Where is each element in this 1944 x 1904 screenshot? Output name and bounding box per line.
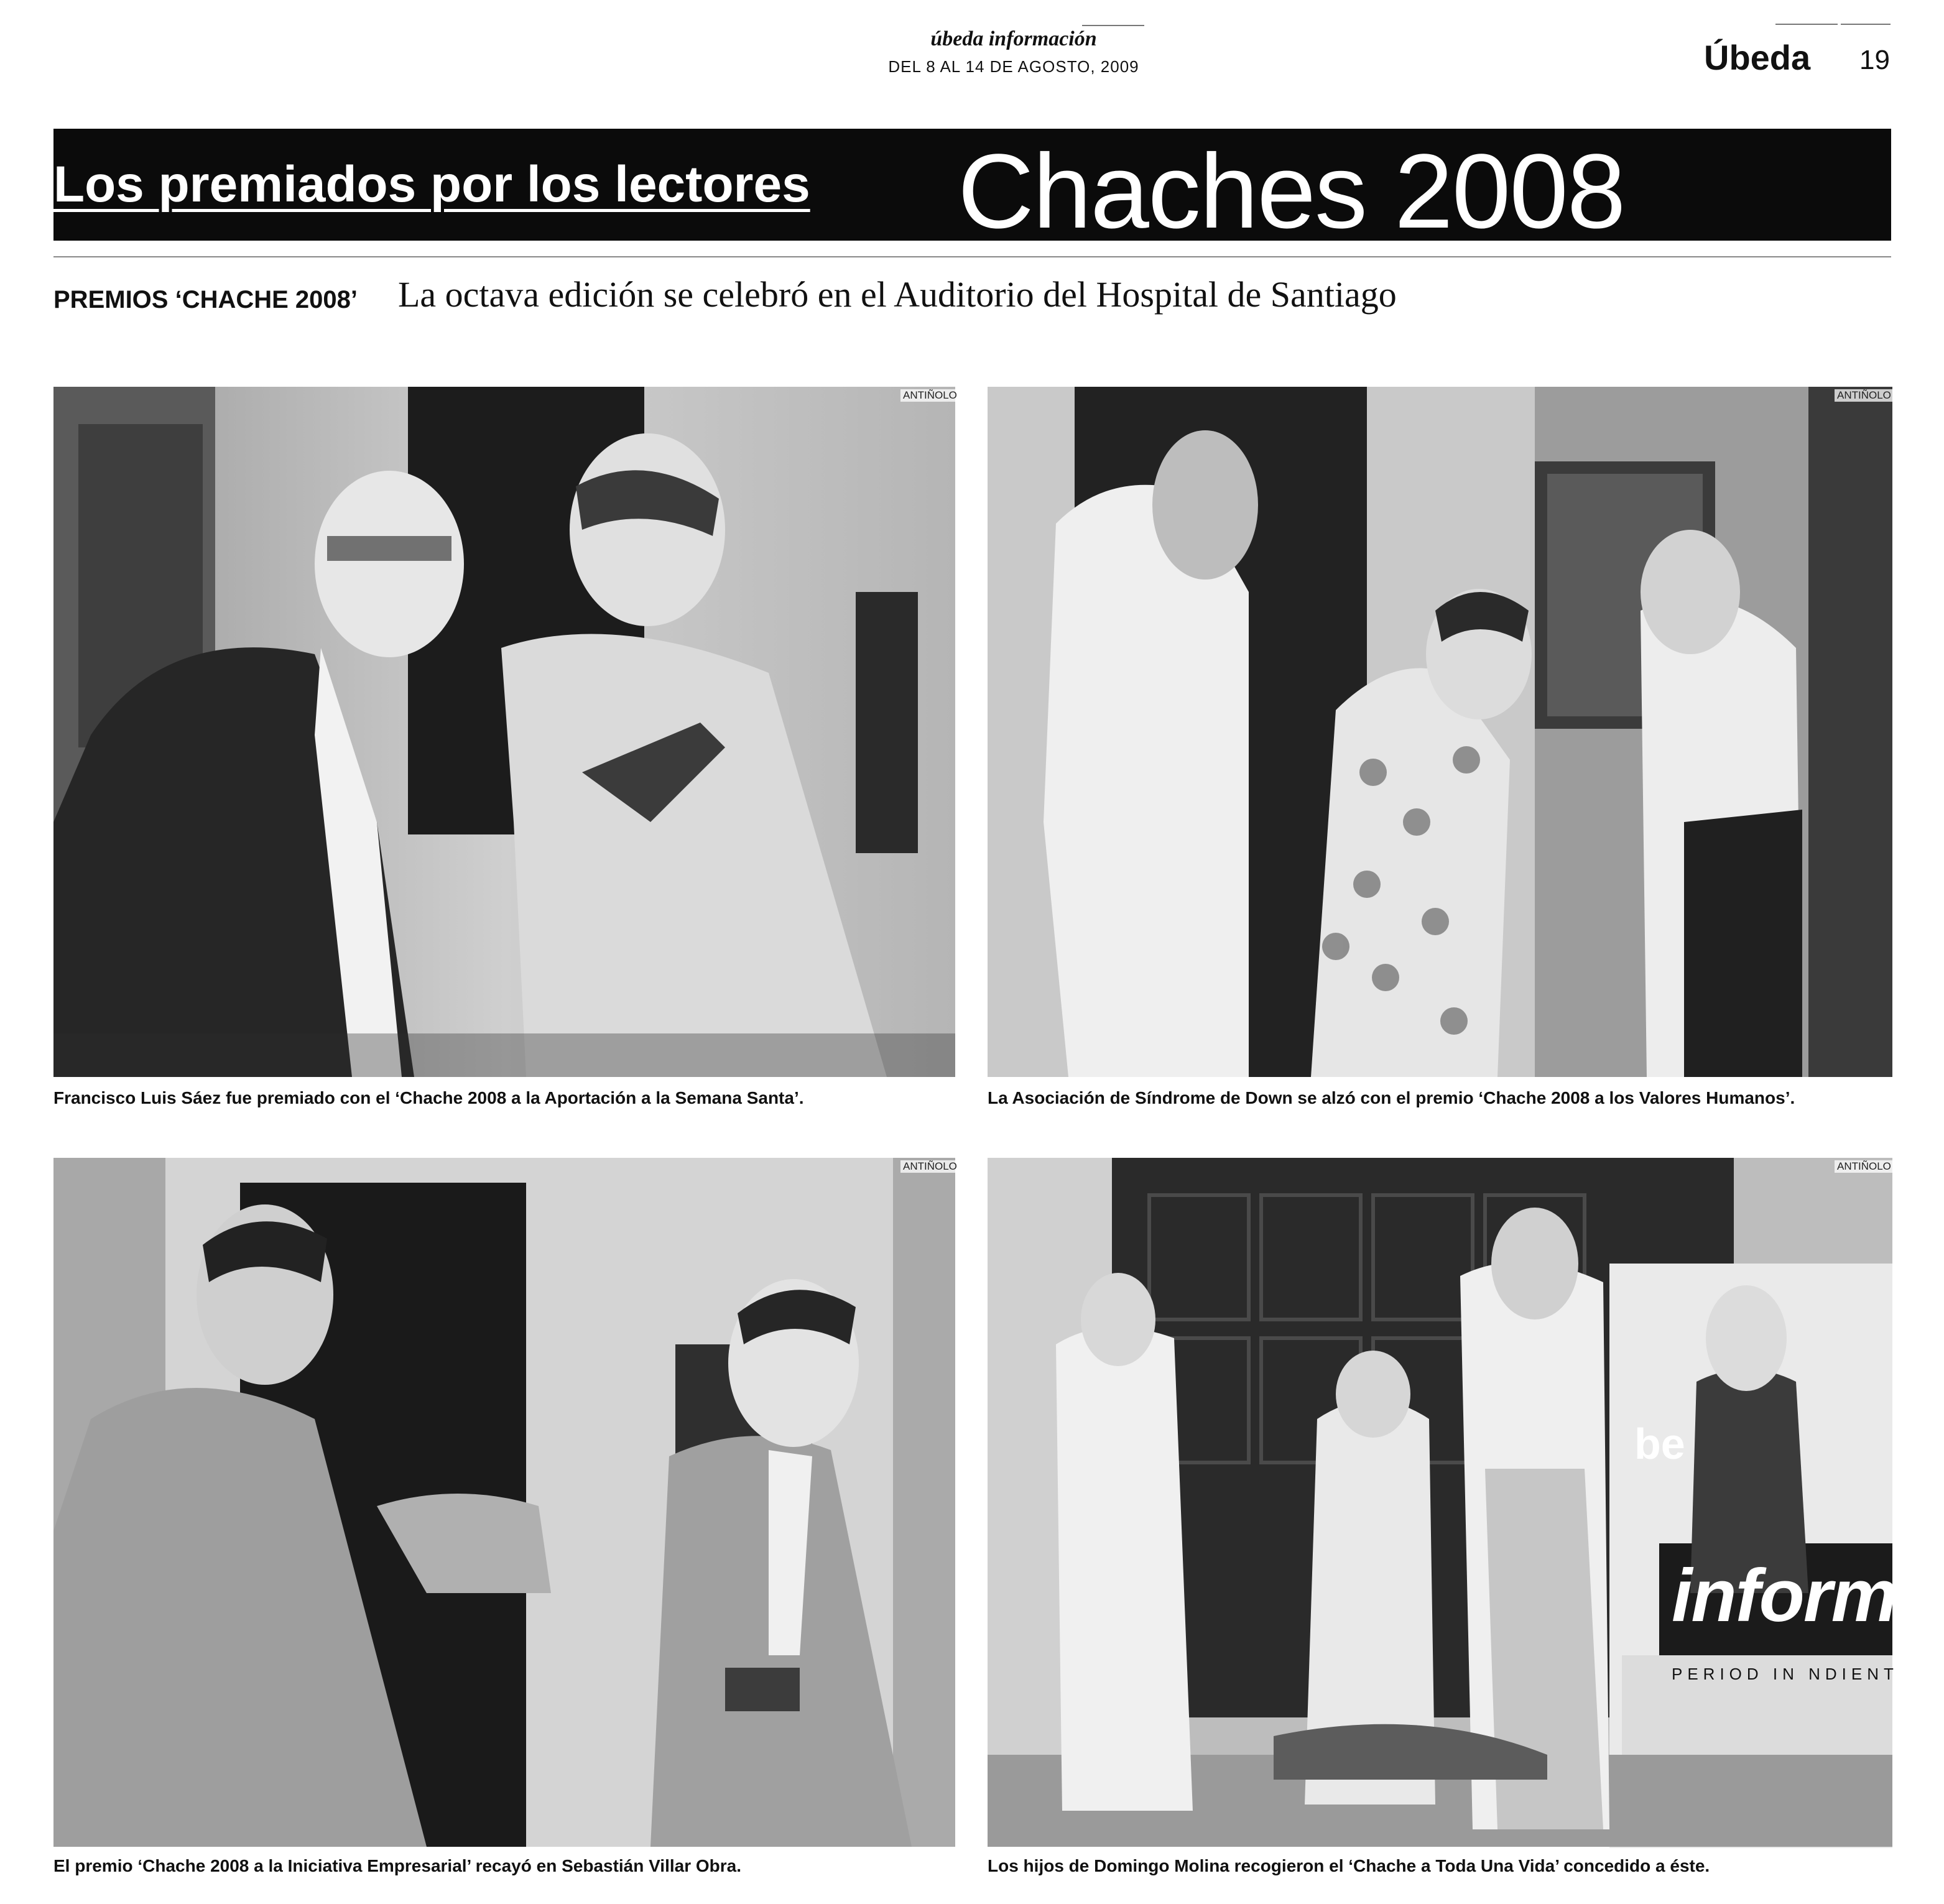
banner-fragment-main: informa xyxy=(1672,1554,1937,1637)
photo-4-credit: ANTIÑOLO xyxy=(1835,1160,1894,1173)
title-rule xyxy=(53,256,1891,257)
photo-1-image xyxy=(53,387,955,1077)
section-rule-right xyxy=(1841,24,1891,25)
subtitle-kicker: PREMIOS ‘CHACHE 2008’ xyxy=(53,286,358,313)
photo-1-caption: Francisco Luis Sáez fue premiado con el ‘Chache 2008 a la Aportación a la Semana Santa’. xyxy=(53,1088,804,1107)
issue-date: DEL 8 AL 14 DE AGOSTO, 2009 xyxy=(888,57,1139,76)
photo-2-caption: La Asociación de Síndrome de Down se alzó con el premio ‘Chache 2008 a los Valores Humanos’. xyxy=(988,1088,1795,1107)
photo-2 xyxy=(988,387,1892,1077)
photo-1-credit: ANTIÑOLO xyxy=(900,389,960,402)
photo-3-credit: ANTIÑOLO xyxy=(900,1160,960,1173)
photo-3-image xyxy=(53,1158,955,1847)
photo-3 xyxy=(53,1158,955,1847)
banner-fragment-tagline: PERIOD IN NDIENT xyxy=(1672,1665,1899,1683)
photo-2-credit: ANTIÑOLO xyxy=(1835,389,1894,402)
photo-2-image xyxy=(988,387,1892,1077)
section-rule-left xyxy=(1775,24,1838,25)
photo-1 xyxy=(53,387,955,1077)
title-left: Los premiados por los lectores xyxy=(53,156,810,213)
page-number: 19 xyxy=(1859,45,1890,75)
section-name: Úbeda xyxy=(1704,38,1811,77)
photo-3-caption: El premio ‘Chache 2008 a la Iniciativa Empresarial’ recayó en Sebastián Villar Obra. xyxy=(53,1856,742,1875)
title-right: Chaches 2008 xyxy=(958,132,1625,251)
publication-name: úbeda información xyxy=(930,27,1097,50)
subtitle-text: La octava edición se celebró en el Auditorio del Hospital de Santiago xyxy=(398,274,1397,315)
masthead-rule xyxy=(1082,25,1144,26)
photo-4-caption: Los hijos de Domingo Molina recogieron el ‘Chache a Toda Una Vida’ concedido a éste. xyxy=(988,1856,1710,1875)
photo-4 xyxy=(988,1158,1937,1847)
banner-fragment-top: be xyxy=(1634,1420,1685,1468)
photo-4-image xyxy=(988,1158,1892,1847)
